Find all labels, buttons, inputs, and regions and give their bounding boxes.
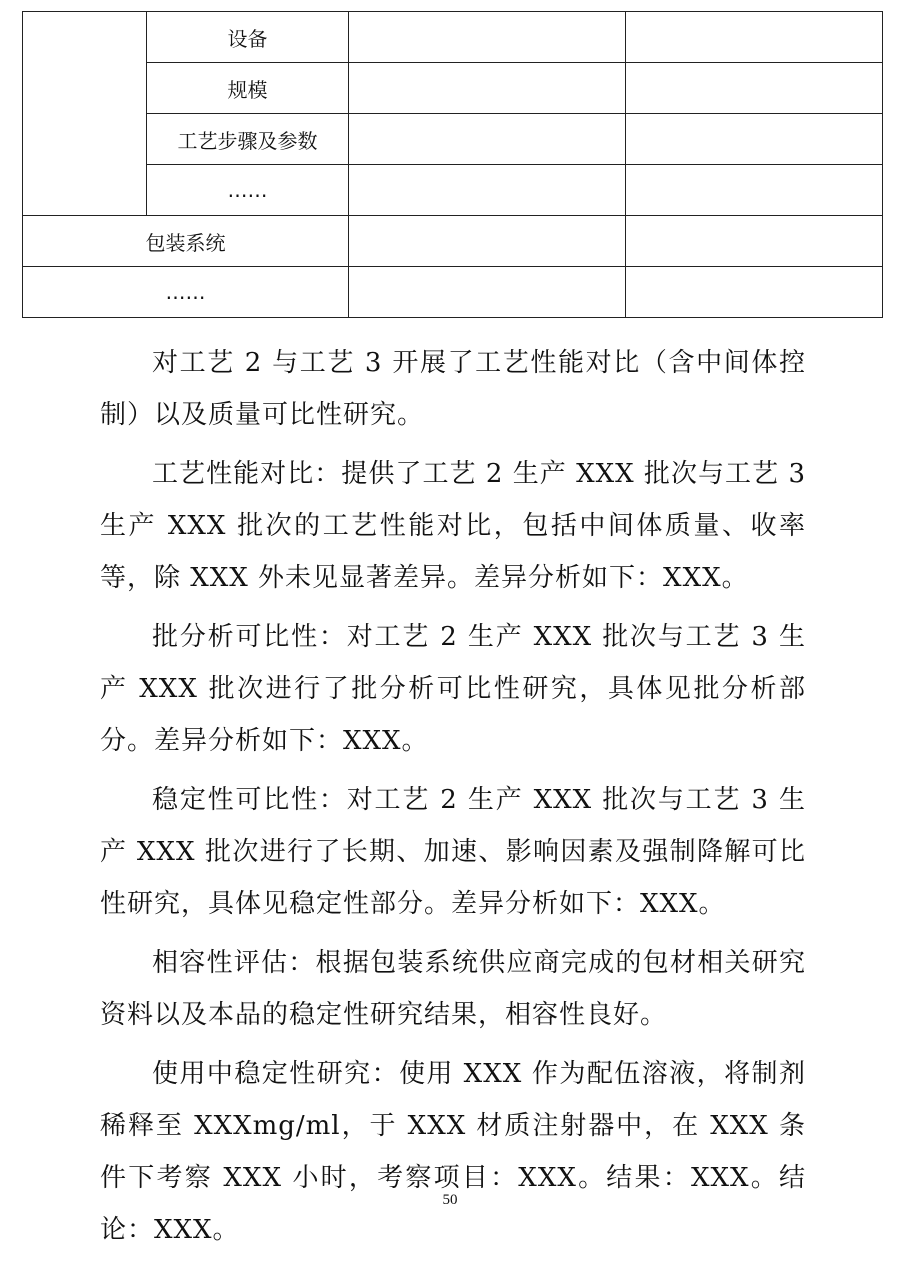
table-cell xyxy=(349,114,626,165)
table-cell xyxy=(626,165,883,216)
table-cell xyxy=(626,267,883,318)
table-row xyxy=(23,63,883,114)
row-label: 包装系统 xyxy=(23,216,349,267)
row-label: 规模 xyxy=(147,63,349,114)
table-cell xyxy=(349,63,626,114)
paragraph-process-performance: 工艺性能对比：提供了工艺 2 生产 XXX 批次与工艺 3 生产 XXX 批次的工艺性能对比，包括中间体质量、收率等，除 XXX 外未见显著差异。差异分析如下：XXX。 xyxy=(100,459,806,593)
comparison-table xyxy=(22,11,883,318)
table-cell xyxy=(349,216,626,267)
merged-empty-cell xyxy=(23,12,147,216)
table-row xyxy=(23,114,883,165)
paragraph-intro: 对工艺 2 与工艺 3 开展了工艺性能对比（含中间体控制）以及质量可比性研究。 xyxy=(100,348,806,430)
row-label: 工艺步骤及参数 xyxy=(147,114,349,165)
table-cell xyxy=(349,267,626,318)
table-cell xyxy=(626,12,883,63)
page-number: 50 xyxy=(442,1192,458,1208)
table-row xyxy=(23,267,883,318)
paragraph-batch-analysis: 批分析可比性：对工艺 2 生产 XXX 批次与工艺 3 生产 XXX 批次进行了批分析可比性研究，具体见批分析部分。差异分析如下：XXX。 xyxy=(100,622,806,756)
table-row xyxy=(23,12,883,63)
table-cell xyxy=(626,63,883,114)
table-row xyxy=(23,165,883,216)
row-label: …… xyxy=(147,165,349,216)
body-text xyxy=(100,337,806,1263)
table-cell xyxy=(626,114,883,165)
row-label: …… xyxy=(23,267,349,318)
table-row xyxy=(23,216,883,267)
table-cell xyxy=(349,165,626,216)
table-cell xyxy=(349,12,626,63)
paragraph-stability: 稳定性可比性：对工艺 2 生产 XXX 批次与工艺 3 生产 XXX 批次进行了长期、加速、影响因素及强制降解可比性研究，具体见稳定性部分。差异分析如下：XXX。 xyxy=(100,785,806,919)
row-label: 设备 xyxy=(147,12,349,63)
paragraph-in-use-stability: 使用中稳定性研究：使用 XXX 作为配伍溶液，将制剂稀释至 XXXmg/ml，于 XXX 材质注射器中，在 XXX 条件下考察 XXX 小时，考察项目：XXX。结果：XXX。结论：XXX。 xyxy=(100,1059,806,1245)
paragraph-compatibility: 相容性评估：根据包装系统供应商完成的包材相关研究资料以及本品的稳定性研究结果，相容性良好。 xyxy=(100,948,806,1030)
table-cell xyxy=(626,216,883,267)
